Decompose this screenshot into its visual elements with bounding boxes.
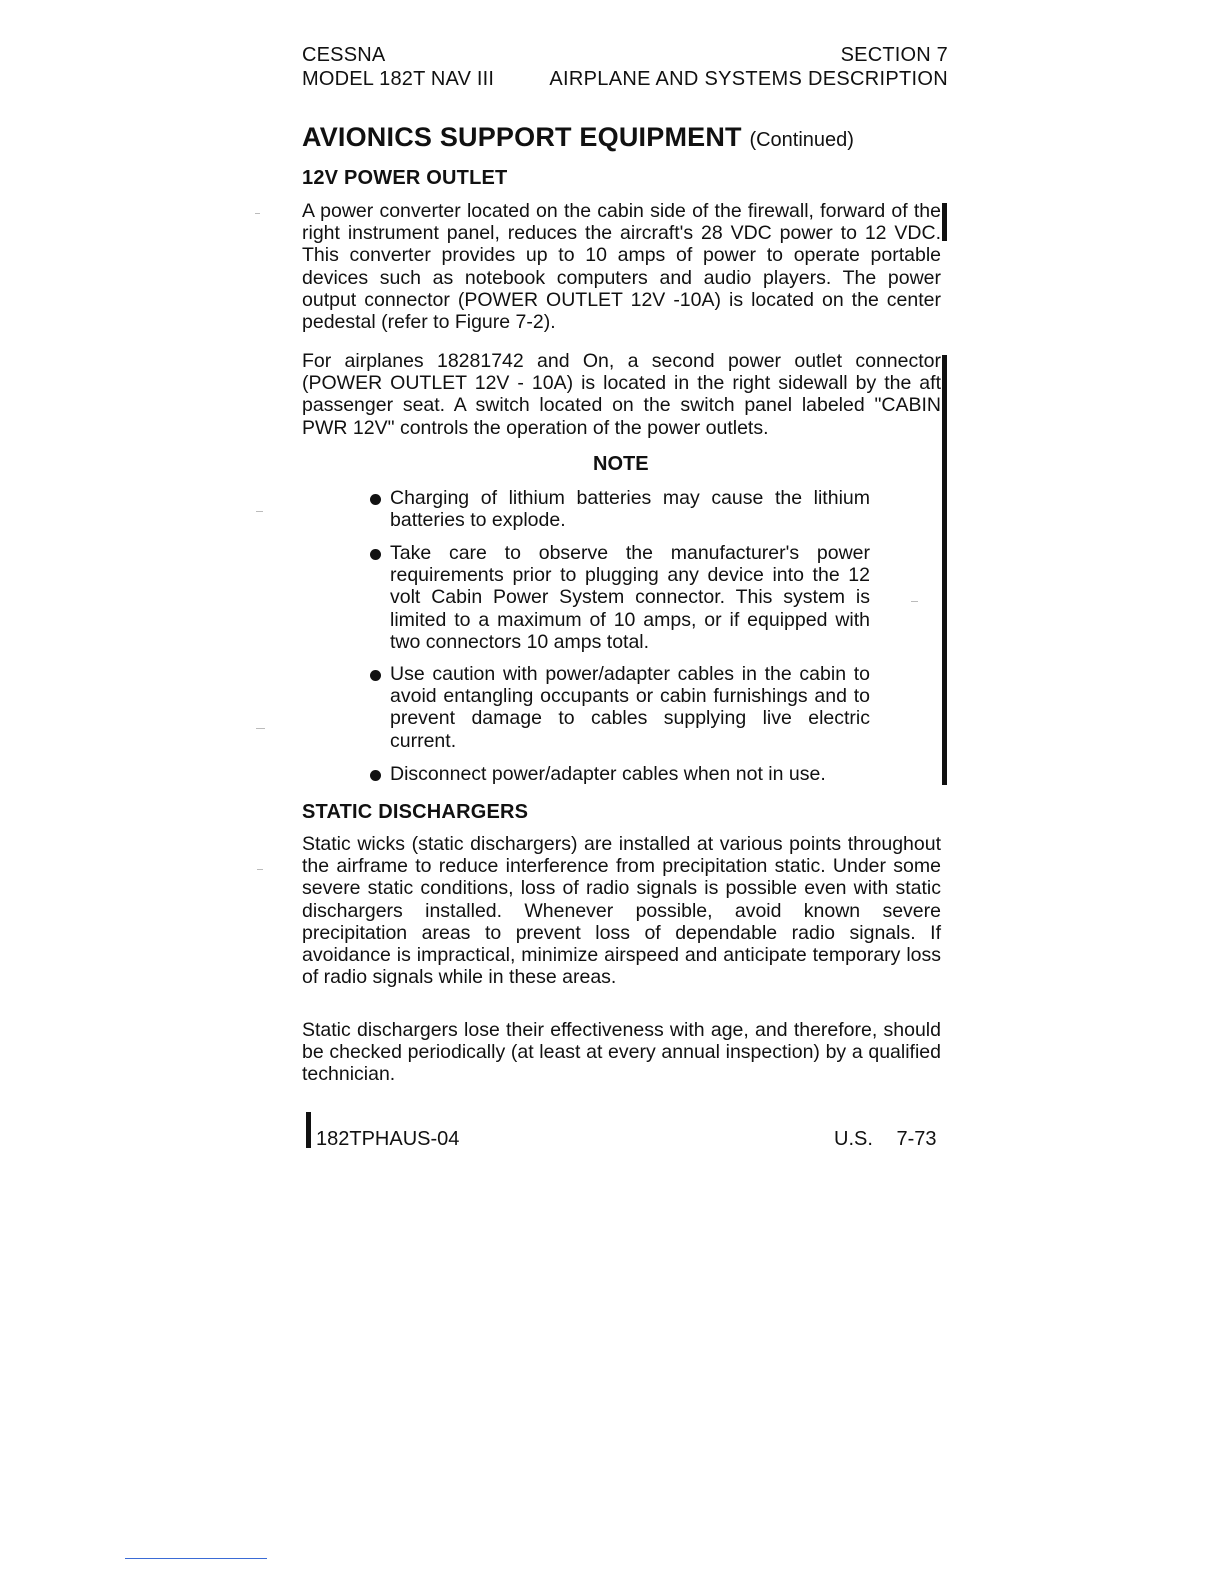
scan-speck [256,511,263,512]
header-manufacturer: CESSNA [302,44,386,66]
bullet-dot-icon [370,770,381,781]
note-bullet-text: Use caution with power/adapter cables in the cabin to avoid entangling occupants or cabin furnishings and to prevent damage to cables supplying live electric current. [390,663,870,752]
bullet-dot-icon [370,494,381,505]
paragraph-power-converter: A power converter located on the cabin side of the firewall, forward of the right instrument panel, reduces the aircraft's 28 VDC power to 12 VDC. This converter provides up to 10 amps of power to operate portable devices such as notebook computers and audio players. The power output connector (POWER OUTLET 12V -10A) is located on the center pedestal (refer to Figure 7-2). [302,200,941,334]
header-section-title: AIRPLANE AND SYSTEMS DESCRIPTION [549,68,948,90]
footer-page-number: 7-73 [896,1128,937,1150]
scan-speck [256,728,265,729]
bullet-dot-icon [370,549,381,560]
note-bullet [370,763,870,785]
note-bullet [370,542,870,653]
header-right [549,43,948,91]
page-title [302,122,854,153]
page-title-main: AVIONICS SUPPORT EQUIPMENT [302,122,742,152]
footer-document-id: 182TPHAUS-04 [316,1128,460,1150]
note-bullet-text: Disconnect power/adapter cables when not in use. [390,763,826,785]
page-title-suffix: (Continued) [749,129,854,151]
heading-static-dischargers: STATIC DISCHARGERS [302,801,529,823]
heading-12v-power-outlet: 12V POWER OUTLET [302,167,508,189]
footer-region: U.S. [834,1128,873,1150]
note-bullet-text: Take care to observe the manufacturer's power requirements prior to plugging any device into the 12 volt Cabin Power System connector. This system is limited to a maximum of 10 amps, or if equipped with two connectors 10 amps total. [390,542,870,653]
bullet-dot-icon [370,670,381,681]
header-left [302,43,494,91]
note-bullet [370,663,870,752]
note-title: NOTE [593,453,649,475]
scan-speck [255,213,260,214]
note-bullet [370,487,870,531]
paragraph-static-wicks: Static wicks (static dischargers) are installed at various points throughout the airframe to reduce interference from precipitation static. Under some severe static conditions, loss of radio signals is possible even with static dischargers installed. Whenever possible, avoid known severe precipitation areas to prevent loss of dependable radio signals. If avoidance is impractical, minimize airspeed and anticipate temporary loss of radio signals while in these areas. [302,833,941,989]
footer-page-info [834,1128,937,1151]
revision-bar [942,355,947,785]
header-section: SECTION 7 [840,44,948,66]
scan-speck [911,601,918,602]
scan-edge-line [125,1558,267,1559]
revision-bar [942,203,947,241]
paragraph-second-outlet: For airplanes 18281742 and On, a second power outlet connector (POWER OUTLET 12V - 10A) is located in the right sidewall by the aft passenger seat. A switch located on the switch panel labeled "CABIN PWR 12V" controls the operation of the power outlets. [302,350,941,439]
revision-bar [306,1112,311,1148]
scan-speck [257,869,263,870]
note-bullet-text: Charging of lithium batteries may cause the lithium batteries to explode. [390,487,870,532]
header-model: MODEL 182T NAV III [302,68,495,90]
paragraph-static-effectiveness: Static dischargers lose their effectiveness with age, and therefore, should be checked periodically (at least at every annual inspection) by a qualified technician. [302,1019,941,1086]
